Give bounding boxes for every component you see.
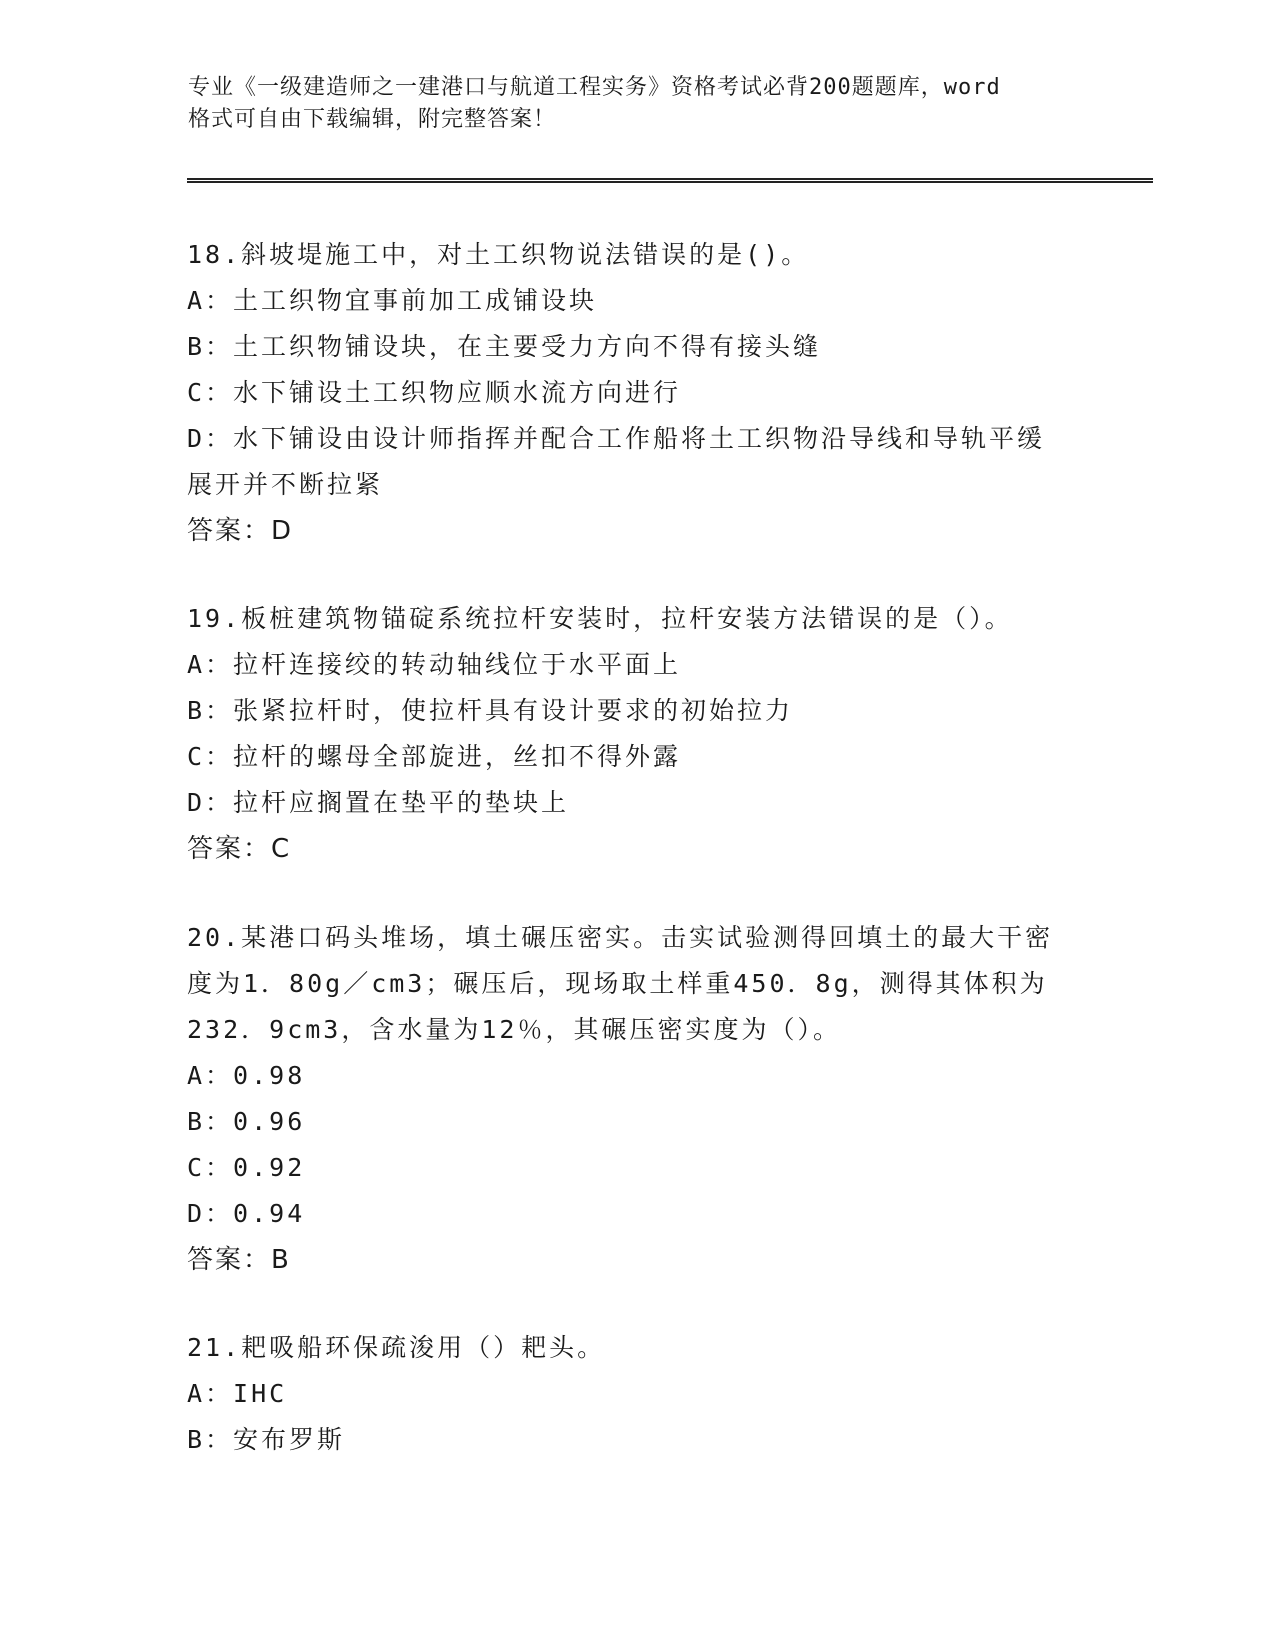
option-a: A：0.98 (187, 1061, 306, 1090)
header-divider (187, 178, 1153, 183)
option-b: B：0.96 (187, 1107, 306, 1136)
option-b: B：张紧拉杆时，使拉杆具有设计要求的初始拉力 (187, 696, 794, 725)
option-d: D：0.94 (187, 1199, 306, 1228)
question-stem: 19.板桩建筑物锚碇系统拉杆安装时，拉杆安装方法错误的是（）。 (187, 604, 1013, 633)
option-c: C：0.92 (187, 1153, 306, 1182)
answer-label: 答案：D (187, 516, 294, 546)
option-b: B：安布罗斯 (187, 1425, 346, 1454)
question-stem: 20.某港口码头堆场，填土碾压密实。击实试验测得回填土的最大干密 (187, 923, 1054, 952)
question-stem: 18.斜坡堤施工中，对土工织物说法错误的是()。 (187, 240, 810, 269)
question-20 (187, 915, 1087, 1283)
header-title-line-2: 格式可自由下载编辑，附完整答案！ (188, 107, 557, 132)
option-d: D：拉杆应搁置在垫平的垫块上 (187, 788, 570, 817)
option-c: C：水下铺设土工织物应顺水流方向进行 (187, 378, 682, 407)
document-header (188, 72, 1068, 136)
question-18 (187, 232, 1087, 554)
option-a: A：IHC (187, 1379, 288, 1408)
question-21 (187, 1325, 1087, 1463)
question-stem-continued: 232．9cm3，含水量为12％，其碾压密实度为（）。 (187, 1015, 841, 1044)
answer-label: 答案：B (187, 1245, 291, 1275)
header-title-line-1: 专业《一级建造师之一建港口与航道工程实务》资格考试必背200题题库，word (188, 75, 1001, 100)
question-19 (187, 596, 1087, 872)
option-d-continued: 展开并不断拉紧 (187, 470, 384, 499)
option-c: C：拉杆的螺母全部旋进，丝扣不得外露 (187, 742, 682, 771)
answer-label: 答案：C (187, 834, 292, 864)
option-a: A：土工织物宜事前加工成铺设块 (187, 286, 598, 315)
option-a: A：拉杆连接绞的转动轴线位于水平面上 (187, 650, 682, 679)
option-d: D：水下铺设由设计师指挥并配合工作船将土工织物沿导线和导轨平缓 (187, 424, 1046, 453)
question-stem-continued: 度为1．80g／cm3；碾压后，现场取土样重450．8g，测得其体积为 (187, 969, 1048, 998)
option-b: B：土工织物铺设块，在主要受力方向不得有接头缝 (187, 332, 822, 361)
question-stem: 21.耙吸船环保疏浚用（）耙头。 (187, 1333, 606, 1362)
